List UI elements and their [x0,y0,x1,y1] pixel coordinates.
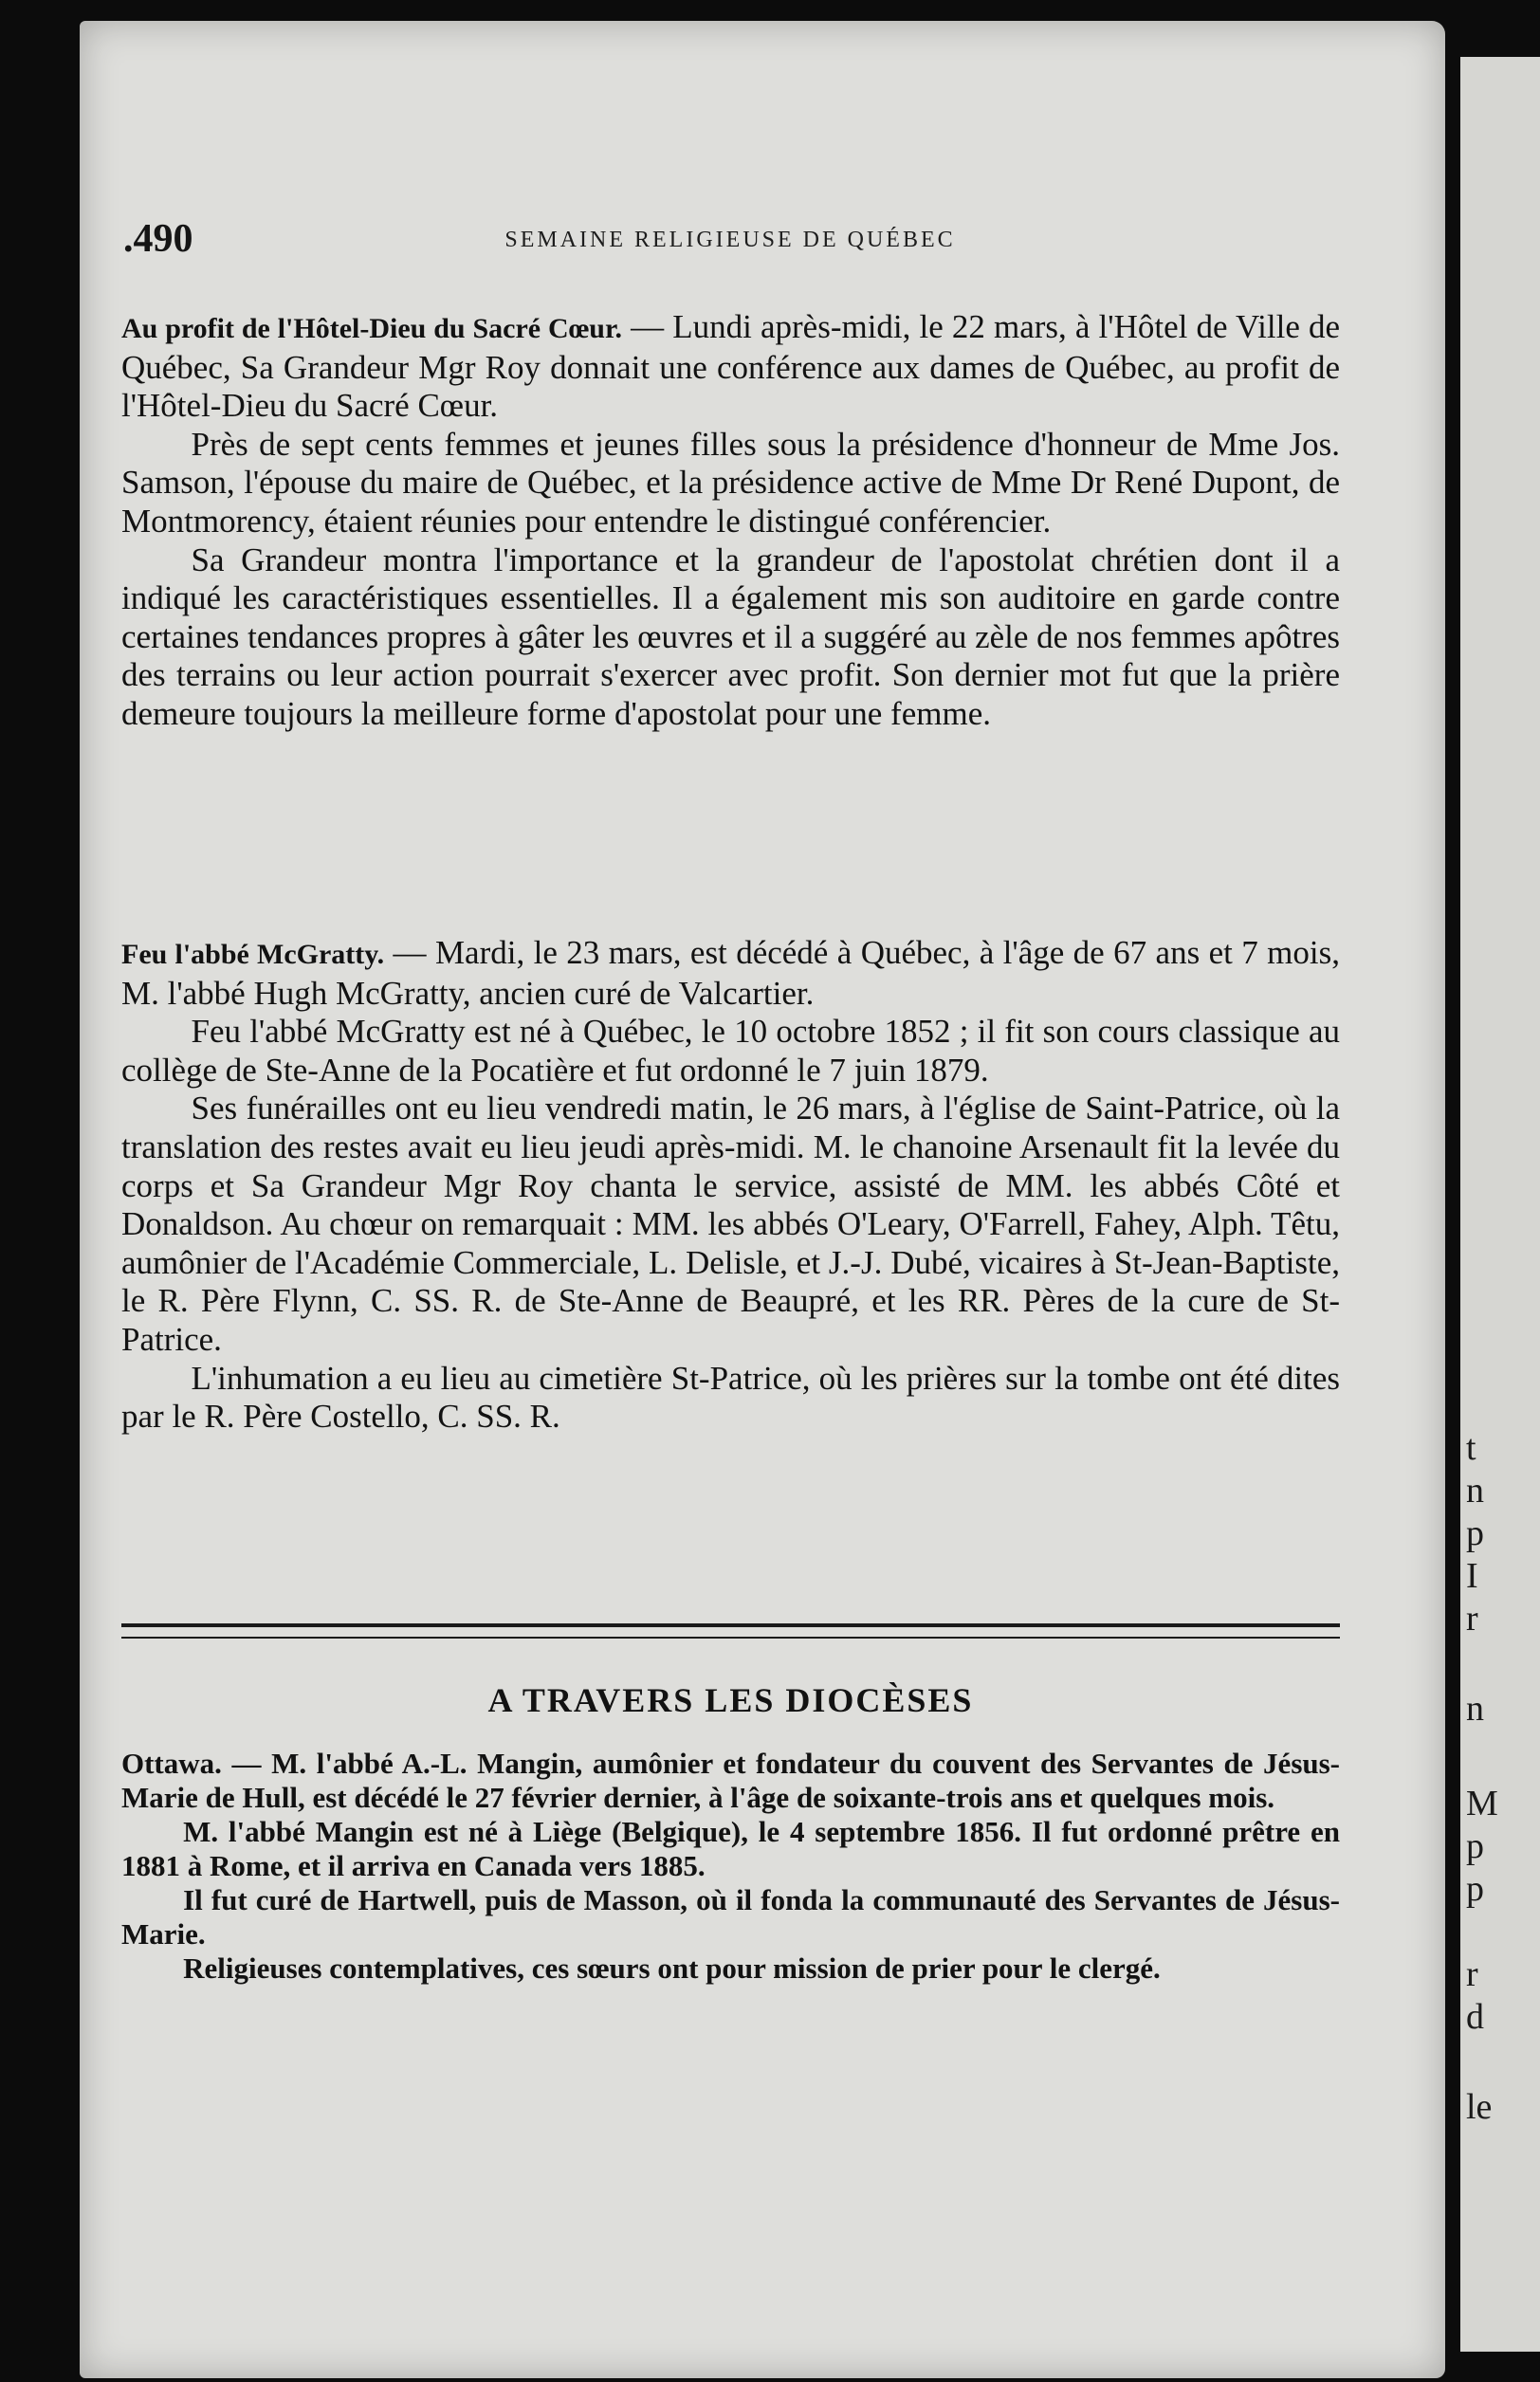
page-header [123,216,1337,264]
article-paragraph: Feu l'abbé McGratty. — Mardi, le 23 mars, est décédé à Québec, à l'âge de 67 ans et 7 mois, M. l'abbé Hugh McGratty, ancien curé de Valcartier. [121,934,1340,1012]
article-paragraph: Religieuses contemplatives, ces sœurs ont pour mission de prier pour le clergé. [183,1951,1161,1985]
article-paragraph: Il fut curé de Hartwell, puis de Masson, où il fonda la communauté des Servantes de Jésus-Marie. [121,1883,1340,1951]
next-page-fragment: p [1466,1513,1484,1553]
next-page-fragment: r [1466,1954,1478,1994]
article-hotel-dieu [121,308,1340,734]
running-title: SEMAINE RELIGIEUSE DE QUÉBEC [504,228,956,252]
article-heading: Ottawa. [121,1747,222,1780]
next-page-fragment: p [1466,1869,1484,1909]
article-heading: Au profit de l'Hôtel-Dieu du Sacré Cœur. [121,313,623,344]
article-paragraph: M. l'abbé Mangin est né à Liège (Belgique), le 4 septembre 1856. Il fut ordonné prêtre en 1881 à Rome, et il arriva en Canada vers 1885. [121,1815,1340,1882]
article-paragraph: Feu l'abbé McGratty est né à Québec, le 10 octobre 1852 ; il fit son cours classique au collège de Ste-Anne de la Pocatière et fut ordonné le 7 juin 1879. [121,1013,1340,1089]
article-paragraph: Ottawa. — M. l'abbé A.-L. Mangin, aumônier et fondateur du couvent des Servantes de Jésus-Marie de Hull, est décédé le 27 février dernier, à l'âge de soixante-trois ans et quelques mois. [121,1747,1341,1814]
next-page-fragment: I [1466,1556,1478,1596]
next-page-edge [1460,57,1540,2352]
article-paragraph: Près de sept cents femmes et jeunes filles sous la présidence d'honneur de Mme Jos. Samson, l'épouse du maire de Québec, et la présidence active de Mme Dr René Dupont, de Montmorency, étaient réunies pour entendre le distingué conférencier. [121,425,1340,540]
next-page-fragment: n [1466,1471,1484,1511]
article-paragraph: L'inhumation a eu lieu au cimetière St-Patrice, où les prières sur la tombe ont été dites par le R. Père Costello, C. SS. R. [121,1359,1340,1436]
article-paragraph: Ses funérailles ont eu lieu vendredi matin, le 26 mars, à l'église de Saint-Patrice, où la translation des restes avait eu lieu jeudi après-midi. M. le chanoine Arsenault fit la levée du corps et Sa Grandeur Mgr Roy chanta le service, assisté de MM. les abbés Côté et Donaldson. Au chœur on remarquait : MM. les abbés O'Leary, O'Farrell, Fahey, Alph. Têtu, aumônier de l'Académie Commerciale, L. Delisle, et J.-J. Dubé, vicaires à St-Jean-Baptiste, le R. Père Flynn, C. SS. R. de Ste-Anne de Beaupré, et les RR. Pères de la cure de St-Patrice. [121,1090,1340,1358]
next-page-fragment: le [1466,2087,1493,2127]
article-mcgratty [121,934,1340,1437]
article-paragraph: Sa Grandeur montra l'importance et la grandeur de l'apostolat chrétien dont il a indiqué les caractéristiques essentielles. Il a également mis son auditoire en garde contre certaines tendances propres à gâter les œuvres et il a suggéré au zèle de nos femmes apôtres des terrains ou leur action pourrait s'exercer avec profit. Son dernier mot fut que la prière demeure toujours la meilleure forme d'apostolat pour une femme. [121,541,1340,732]
next-page-fragment: t [1466,1428,1476,1468]
article-paragraph: Au profit de l'Hôtel-Dieu du Sacré Cœur. — Lundi après-midi, le 22 mars, à l'Hôtel de Ville de Québec, Sa Grandeur Mgr Roy donnait une conférence aux dames de Québec, au profit de l'Hôtel-Dieu du Sacré Cœur. [121,308,1341,425]
section-divider [121,1623,1340,1639]
next-page-fragment: d [1466,1997,1484,2037]
next-page-fragment: p [1466,1826,1484,1866]
diocese-news-ottawa [121,1747,1340,1986]
next-page-fragment: M [1466,1784,1498,1823]
page-number: .490 [123,217,193,261]
next-page-fragment: n [1466,1689,1484,1729]
section-title: A TRAVERS LES DIOCÈSES [487,1681,974,1719]
article-heading: Feu l'abbé McGratty. [121,939,385,970]
next-page-fragment: r [1466,1599,1478,1639]
